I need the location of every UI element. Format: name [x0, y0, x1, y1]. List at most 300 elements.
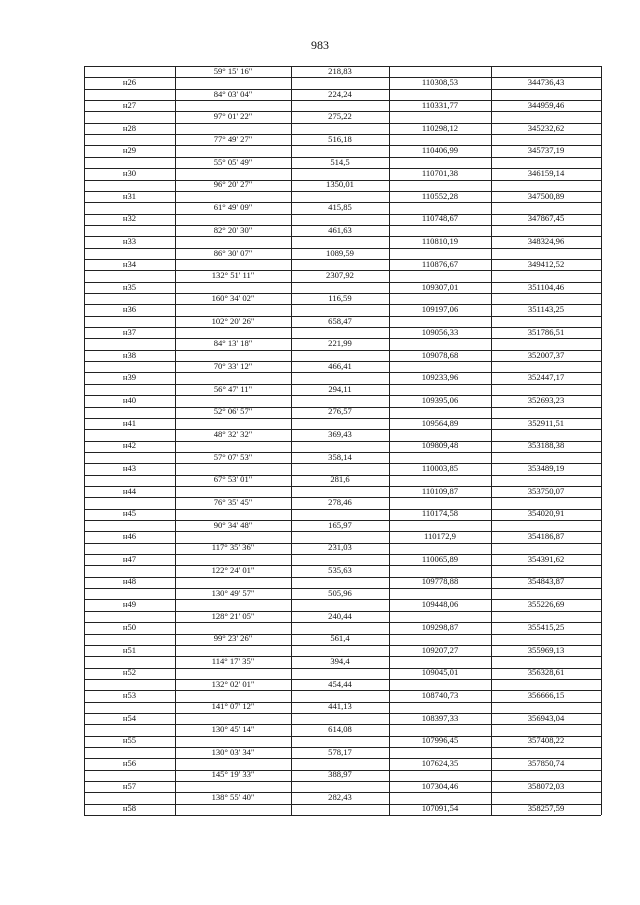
table-row-point — [84, 690, 601, 701]
table-row-point — [84, 735, 601, 746]
direction-angle-cell: 70° 33' 12" — [213, 360, 253, 371]
y-coordinate-cell: 347867,45 — [527, 213, 565, 224]
segment-length-cell: 466,41 — [328, 360, 352, 371]
direction-angle-cell: 59° 15' 16" — [213, 66, 253, 76]
table-row-segment — [84, 611, 601, 622]
row-divider — [84, 770, 601, 771]
point-name-cell: н34 — [122, 258, 137, 269]
point-name-cell: н48 — [122, 576, 137, 587]
table-row-point — [84, 100, 601, 111]
x-coordinate-cell: 110701,38 — [421, 168, 459, 179]
x-coordinate-cell: 110876,67 — [421, 258, 459, 269]
segment-length-cell: 2307,92 — [326, 270, 354, 281]
table-row-segment — [84, 248, 601, 259]
segment-length-cell: 388,97 — [328, 769, 352, 780]
row-divider — [84, 713, 601, 714]
point-name-cell: н39 — [122, 372, 137, 383]
row-divider — [84, 384, 601, 385]
row-divider — [84, 656, 601, 657]
segment-length-cell: 224,24 — [328, 88, 352, 99]
x-coordinate-cell: 109298,87 — [421, 621, 459, 632]
direction-angle-cell: 114° 17' 35" — [211, 655, 255, 666]
row-divider — [84, 89, 601, 90]
segment-length-cell: 240,44 — [328, 610, 352, 621]
point-name-cell: н40 — [122, 394, 137, 405]
table-row-segment — [84, 157, 601, 168]
x-coordinate-cell: 110308,53 — [421, 77, 459, 88]
direction-angle-cell: 141° 07' 12" — [211, 701, 255, 712]
column-divider — [389, 66, 390, 815]
direction-angle-cell: 84° 13' 18" — [213, 338, 253, 349]
row-divider — [84, 475, 601, 476]
row-divider — [84, 111, 601, 112]
table-row-point — [84, 168, 601, 179]
y-coordinate-cell: 345232,62 — [527, 122, 565, 133]
table-row-segment — [84, 452, 601, 463]
table-row-point — [84, 803, 601, 814]
point-name-cell: н46 — [122, 531, 137, 542]
row-divider — [84, 350, 601, 351]
x-coordinate-cell: 109078,68 — [421, 349, 459, 360]
table-row-point — [84, 304, 601, 315]
table-row-segment — [84, 633, 601, 644]
row-divider — [84, 758, 601, 759]
x-coordinate-cell: 110331,77 — [421, 100, 459, 111]
y-coordinate-cell: 351143,25 — [527, 304, 565, 315]
point-name-cell: н55 — [122, 735, 137, 746]
row-divider — [84, 145, 601, 146]
row-divider — [84, 520, 601, 521]
row-divider — [84, 645, 601, 646]
table-row-segment — [84, 111, 601, 122]
table-row-point — [84, 191, 601, 202]
table-row-point — [84, 645, 601, 656]
table-row-point — [84, 259, 601, 270]
row-divider — [84, 531, 601, 532]
segment-length-cell: 276,57 — [328, 406, 352, 417]
direction-angle-cell: 77° 49' 27" — [213, 134, 253, 145]
segment-length-cell: 415,85 — [328, 202, 352, 213]
point-name-cell: н26 — [122, 77, 137, 88]
direction-angle-cell: 130° 45' 14" — [211, 723, 255, 734]
y-coordinate-cell: 357408,22 — [527, 735, 565, 746]
row-divider — [84, 259, 601, 260]
table-row-segment — [84, 747, 601, 758]
row-divider — [84, 180, 601, 181]
table-row-point — [84, 77, 601, 88]
table-row-segment — [84, 542, 601, 553]
y-coordinate-cell: 358257,59 — [527, 803, 565, 814]
direction-angle-cell: 67° 53' 01" — [213, 474, 253, 485]
point-name-cell: н33 — [122, 236, 137, 247]
row-divider — [84, 429, 601, 430]
table-row-segment — [84, 338, 601, 349]
direction-angle-cell: 90° 34' 48" — [213, 519, 253, 530]
y-coordinate-cell: 355226,69 — [527, 599, 565, 610]
row-divider — [84, 157, 601, 158]
y-coordinate-cell: 347500,89 — [527, 190, 565, 201]
row-divider — [84, 463, 601, 464]
page-number: 983 — [311, 38, 329, 52]
row-divider — [84, 361, 601, 362]
table-row-segment — [84, 293, 601, 304]
point-name-cell: н35 — [122, 281, 137, 292]
segment-length-cell: 221,99 — [328, 338, 352, 349]
column-divider — [291, 66, 292, 815]
y-coordinate-cell: 355415,25 — [527, 621, 565, 632]
row-divider — [84, 577, 601, 578]
point-name-cell: н58 — [122, 803, 137, 814]
table-row-point — [84, 236, 601, 247]
segment-length-cell: 514,5 — [330, 156, 350, 167]
segment-length-cell: 278,46 — [328, 497, 352, 508]
table-row-point — [84, 213, 601, 224]
row-divider — [84, 327, 601, 328]
column-divider — [84, 66, 85, 815]
segment-length-cell: 614,08 — [328, 723, 352, 734]
table-row-point — [84, 599, 601, 610]
column-divider — [175, 66, 176, 815]
direction-angle-cell: 122° 24' 01" — [211, 565, 255, 576]
table-row-segment — [84, 316, 601, 327]
x-coordinate-cell: 109233,96 — [421, 372, 459, 383]
x-coordinate-cell: 109056,33 — [421, 326, 459, 337]
y-coordinate-cell: 353188,38 — [527, 440, 565, 451]
point-name-cell: н44 — [122, 485, 137, 496]
table-row-point — [84, 622, 601, 633]
segment-length-cell: 454,44 — [328, 678, 352, 689]
point-name-cell: н29 — [122, 145, 137, 156]
segment-length-cell: 394,4 — [330, 655, 350, 666]
point-name-cell: н52 — [122, 667, 137, 678]
row-divider — [84, 202, 601, 203]
table-row-segment — [84, 792, 601, 803]
direction-angle-cell: 56° 47' 11" — [213, 383, 253, 394]
row-divider — [84, 736, 601, 737]
segment-length-cell: 218,83 — [328, 66, 352, 76]
table-row-segment — [84, 361, 601, 372]
table-row-segment — [84, 134, 601, 145]
column-divider — [601, 66, 602, 815]
row-divider — [84, 611, 601, 612]
table-row-segment — [84, 384, 601, 395]
direction-angle-cell: 52° 06' 57" — [213, 406, 253, 417]
table-row-point — [84, 531, 601, 542]
point-name-cell: н51 — [122, 644, 137, 655]
table-row-point — [84, 758, 601, 769]
direction-angle-cell: 48° 32' 32" — [213, 429, 253, 439]
row-divider — [84, 554, 601, 555]
row-divider — [84, 236, 601, 237]
segment-length-cell: 275,22 — [328, 111, 352, 122]
row-divider — [84, 792, 601, 793]
segment-length-cell: 281,6 — [330, 474, 350, 485]
y-coordinate-cell: 348324,96 — [527, 236, 565, 247]
table-row-segment — [84, 588, 601, 599]
x-coordinate-cell: 109207,27 — [421, 644, 459, 655]
row-divider — [84, 123, 601, 124]
segment-length-cell: 658,47 — [328, 315, 352, 326]
row-divider — [84, 304, 601, 305]
segment-length-cell: 294,11 — [328, 383, 352, 394]
table-row-point — [84, 123, 601, 134]
segment-length-cell: 1089,59 — [326, 247, 354, 258]
direction-angle-cell: 61° 49' 09" — [213, 202, 253, 213]
row-divider — [84, 282, 601, 283]
table-row-segment — [84, 724, 601, 735]
table-row-segment — [84, 679, 601, 690]
row-divider — [84, 690, 601, 691]
point-name-cell: н43 — [122, 463, 137, 474]
segment-length-cell: 369,43 — [328, 429, 352, 439]
y-coordinate-cell: 352911,51 — [527, 417, 565, 428]
direction-angle-cell: 97° 01' 22" — [213, 111, 253, 122]
y-coordinate-cell: 354843,87 — [527, 576, 565, 587]
row-divider — [84, 668, 601, 669]
row-divider — [84, 395, 601, 396]
y-coordinate-cell: 354020,91 — [527, 508, 565, 519]
y-coordinate-cell: 352447,17 — [527, 372, 565, 383]
y-coordinate-cell: 354186,87 — [527, 531, 565, 542]
x-coordinate-cell: 109307,01 — [421, 281, 459, 292]
point-name-cell: н37 — [122, 326, 137, 337]
direction-angle-cell: 145° 19' 33" — [211, 769, 255, 780]
row-divider — [84, 316, 601, 317]
table-row-point — [84, 486, 601, 497]
point-name-cell: н30 — [122, 168, 137, 179]
point-name-cell: н27 — [122, 100, 137, 111]
direction-angle-cell: 55° 05' 49" — [213, 156, 253, 167]
x-coordinate-cell: 108740,73 — [421, 689, 459, 700]
table-row-point — [84, 554, 601, 565]
row-divider — [84, 270, 601, 271]
y-coordinate-cell: 356328,61 — [527, 667, 565, 678]
direction-angle-cell: 102° 20' 26" — [211, 315, 255, 326]
x-coordinate-cell: 110552,28 — [421, 190, 459, 201]
x-coordinate-cell: 107996,45 — [421, 735, 459, 746]
segment-length-cell: 165,97 — [328, 519, 352, 530]
row-divider — [84, 509, 601, 510]
point-name-cell: н57 — [122, 780, 137, 791]
row-divider — [84, 543, 601, 544]
direction-angle-cell: 57° 07' 53" — [213, 451, 253, 462]
segment-length-cell: 282,43 — [328, 792, 352, 802]
table-row-segment — [84, 429, 601, 440]
x-coordinate-cell: 110406,99 — [421, 145, 459, 156]
x-coordinate-cell: 110109,87 — [421, 485, 459, 496]
y-coordinate-cell: 357850,74 — [527, 757, 565, 768]
x-coordinate-cell: 109448,06 — [421, 599, 459, 610]
segment-length-cell: 441,13 — [328, 701, 352, 712]
segment-length-cell: 578,17 — [328, 746, 352, 757]
table-row-point — [84, 372, 601, 383]
x-coordinate-cell: 107624,35 — [421, 757, 459, 768]
direction-angle-cell: 99° 23' 26" — [213, 633, 253, 644]
row-divider — [84, 372, 601, 373]
x-coordinate-cell: 109197,06 — [421, 304, 459, 315]
direction-angle-cell: 86° 30' 07" — [213, 247, 253, 258]
x-coordinate-cell: 109564,89 — [421, 417, 459, 428]
table-row-point — [84, 781, 601, 792]
point-name-cell: н38 — [122, 349, 137, 360]
y-coordinate-cell: 349412,52 — [527, 258, 565, 269]
x-coordinate-cell: 110065,89 — [421, 553, 459, 564]
row-divider — [84, 248, 601, 249]
direction-angle-cell: 82° 20' 30" — [213, 224, 253, 235]
segment-length-cell: 231,03 — [328, 542, 352, 553]
row-divider — [84, 418, 601, 419]
table-row-point — [84, 508, 601, 519]
y-coordinate-cell: 352693,23 — [527, 394, 565, 405]
y-coordinate-cell: 355969,13 — [527, 644, 565, 655]
row-divider — [84, 747, 601, 748]
segment-length-cell: 505,96 — [328, 587, 352, 598]
table-row-point — [84, 145, 601, 156]
table-row-segment — [84, 497, 601, 508]
direction-angle-cell: 76° 35' 45" — [213, 497, 253, 508]
y-coordinate-cell: 358072,03 — [527, 780, 565, 791]
row-divider — [84, 497, 601, 498]
point-name-cell: н49 — [122, 599, 137, 610]
point-name-cell: н53 — [122, 689, 137, 700]
row-divider — [84, 679, 601, 680]
y-coordinate-cell: 346159,14 — [527, 168, 565, 179]
x-coordinate-cell: 110003,85 — [421, 463, 459, 474]
x-coordinate-cell: 109045,01 — [421, 667, 459, 678]
x-coordinate-cell: 110174,58 — [421, 508, 459, 519]
direction-angle-cell: 160° 34' 02" — [211, 292, 255, 303]
segment-length-cell: 516,18 — [328, 134, 352, 145]
row-divider — [84, 100, 601, 101]
table-row-point — [84, 440, 601, 451]
table-row-segment — [84, 656, 601, 667]
table-row-point — [84, 667, 601, 678]
row-divider — [84, 804, 601, 805]
table-row-segment — [84, 270, 601, 281]
row-divider — [84, 407, 601, 408]
row-divider — [84, 293, 601, 294]
row-divider — [84, 452, 601, 453]
direction-angle-cell: 84° 03' 04" — [213, 88, 253, 99]
x-coordinate-cell: 109395,06 — [421, 394, 459, 405]
table-row-segment — [84, 202, 601, 213]
row-divider — [84, 77, 601, 78]
table-row-segment — [84, 474, 601, 485]
direction-angle-cell: 132° 02' 01" — [211, 678, 255, 689]
x-coordinate-cell: 110298,12 — [421, 122, 459, 133]
y-coordinate-cell: 345737,19 — [527, 145, 565, 156]
point-name-cell: н45 — [122, 508, 137, 519]
row-divider — [84, 134, 601, 135]
y-coordinate-cell: 344736,43 — [527, 77, 565, 88]
table-row-segment — [84, 565, 601, 576]
x-coordinate-cell: 107091,54 — [421, 803, 459, 814]
x-coordinate-cell: 109778,88 — [421, 576, 459, 587]
row-divider — [84, 634, 601, 635]
row-divider — [84, 214, 601, 215]
row-divider — [84, 486, 601, 487]
row-divider — [84, 724, 601, 725]
table-row-initial — [84, 66, 601, 77]
point-name-cell: н36 — [122, 304, 137, 315]
direction-angle-cell: 138° 55' 40" — [211, 792, 255, 802]
row-divider — [84, 781, 601, 782]
y-coordinate-cell: 356943,04 — [527, 712, 565, 723]
segment-length-cell: 358,14 — [328, 451, 352, 462]
direction-angle-cell: 130° 03' 34" — [211, 746, 255, 757]
point-name-cell: н54 — [122, 712, 137, 723]
direction-angle-cell: 130° 49' 57" — [211, 587, 255, 598]
direction-angle-cell: 96° 20' 27" — [213, 179, 253, 190]
row-divider — [84, 66, 601, 67]
table-row-point — [84, 350, 601, 361]
direction-angle-cell: 132° 51' 11" — [211, 270, 255, 281]
row-divider — [84, 702, 601, 703]
coordinates-table — [84, 66, 601, 815]
x-coordinate-cell: 110748,67 — [421, 213, 459, 224]
y-coordinate-cell: 353750,07 — [527, 485, 565, 496]
table-row-point — [84, 395, 601, 406]
row-divider — [84, 191, 601, 192]
x-coordinate-cell: 109809,48 — [421, 440, 459, 451]
direction-angle-cell: 128° 21' 05" — [211, 610, 255, 621]
table-row-segment — [84, 179, 601, 190]
segment-length-cell: 1350,01 — [326, 179, 354, 190]
point-name-cell: н32 — [122, 213, 137, 224]
x-coordinate-cell: 107304,46 — [421, 780, 459, 791]
point-name-cell: н50 — [122, 621, 137, 632]
table-row-segment — [84, 89, 601, 100]
row-divider — [84, 815, 601, 816]
y-coordinate-cell: 354391,62 — [527, 553, 565, 564]
table-row-point — [84, 282, 601, 293]
x-coordinate-cell: 110172,9 — [424, 531, 456, 542]
segment-length-cell: 561,4 — [330, 633, 350, 644]
y-coordinate-cell: 344959,46 — [527, 100, 565, 111]
segment-length-cell: 116,59 — [328, 292, 352, 303]
y-coordinate-cell: 351104,46 — [527, 281, 565, 292]
row-divider — [84, 338, 601, 339]
point-name-cell: н56 — [122, 757, 137, 768]
table-row-point — [84, 327, 601, 338]
table-row-point — [84, 463, 601, 474]
table-row-point — [84, 713, 601, 724]
point-name-cell: н41 — [122, 417, 137, 428]
table-row-point — [84, 576, 601, 587]
point-name-cell: н28 — [122, 122, 137, 133]
y-coordinate-cell: 356666,15 — [527, 689, 565, 700]
direction-angle-cell: 117° 35' 36" — [211, 542, 255, 553]
row-divider — [84, 588, 601, 589]
segment-length-cell: 461,63 — [328, 224, 352, 235]
segment-length-cell: 535,63 — [328, 565, 352, 576]
table-row-point — [84, 418, 601, 429]
row-divider — [84, 168, 601, 169]
y-coordinate-cell: 352007,37 — [527, 349, 565, 360]
x-coordinate-cell: 110810,19 — [421, 236, 459, 247]
row-divider — [84, 565, 601, 566]
x-coordinate-cell: 108397,33 — [421, 712, 459, 723]
table-row-segment — [84, 225, 601, 236]
row-divider — [84, 599, 601, 600]
row-divider — [84, 225, 601, 226]
point-name-cell: н31 — [122, 190, 137, 201]
table-row-segment — [84, 406, 601, 417]
table-row-segment — [84, 701, 601, 712]
row-divider — [84, 622, 601, 623]
y-coordinate-cell: 353489,19 — [527, 463, 565, 474]
table-row-segment — [84, 769, 601, 780]
